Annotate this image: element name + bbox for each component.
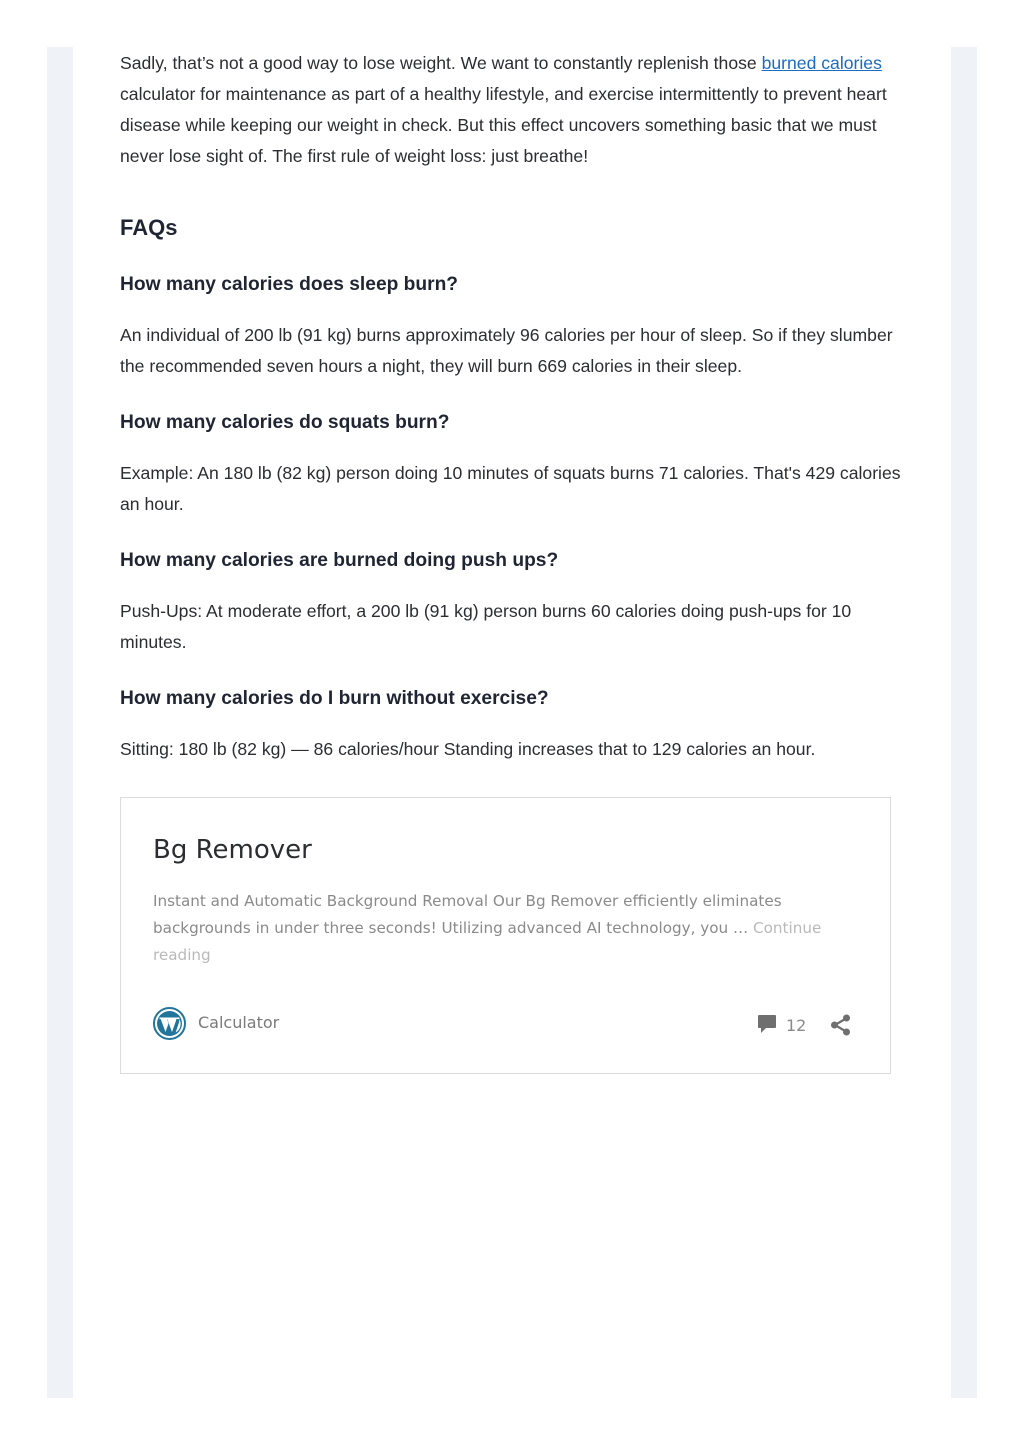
faq-question: How many calories are burned doing push ups? bbox=[120, 550, 559, 571]
related-post-card bbox=[120, 797, 891, 1074]
comment-count[interactable]: 12 bbox=[786, 1016, 807, 1035]
comment-bubble-icon[interactable] bbox=[757, 1014, 777, 1036]
card-title-link[interactable]: Bg Remover bbox=[153, 835, 312, 865]
burned-calories-link[interactable]: burned calories bbox=[761, 53, 882, 73]
faq-item bbox=[120, 271, 910, 382]
faq-item bbox=[120, 685, 910, 765]
faq-answer: Example: An 180 lb (82 kg) person doing 10 minutes of squats burns 71 calories. That's 429 calories an hour. bbox=[120, 463, 901, 514]
intro-paragraph bbox=[120, 48, 910, 172]
continue-reading-link[interactable]: Continue reading bbox=[153, 919, 822, 964]
card-excerpt bbox=[153, 888, 853, 969]
page-margin-right bbox=[951, 47, 977, 1398]
page-margin-left bbox=[47, 47, 73, 1398]
faq-item bbox=[120, 409, 910, 520]
intro-text-before-link: Sadly, that’s not a good way to lose weight. We want to constantly replenish those bbox=[120, 53, 762, 73]
faq-question: How many calories do squats burn? bbox=[120, 412, 450, 433]
faq-answer: Sitting: 180 lb (82 kg) — 86 calories/hour Standing increases that to 129 calories an hour. bbox=[120, 739, 816, 759]
faq-list bbox=[120, 271, 910, 765]
faqs-heading: FAQs bbox=[120, 215, 178, 240]
wordpress-logo-icon[interactable] bbox=[153, 1007, 186, 1040]
card-excerpt-text: Instant and Automatic Background Removal Our Bg Remover efficiently eliminates backgrounds in under three seconds! Utilizing advanced AI technology, you … bbox=[153, 892, 782, 937]
faq-answer: Push-Ups: At moderate effort, a 200 lb (91 kg) person burns 60 calories doing push-ups for 10 minutes. bbox=[120, 601, 852, 652]
author-name-link[interactable]: Calculator bbox=[198, 1013, 280, 1032]
faq-question: How many calories does sleep burn? bbox=[120, 274, 459, 295]
faq-answer: An individual of 200 lb (91 kg) burns approximately 96 calories per hour of sleep. So if they slumber the recommended seven hours a night, they will burn 669 calories in their sleep. bbox=[120, 325, 893, 376]
faq-question: How many calories do I burn without exercise? bbox=[120, 688, 549, 709]
article-content bbox=[120, 48, 910, 792]
share-icon[interactable] bbox=[829, 1013, 853, 1037]
faq-item bbox=[120, 547, 910, 658]
intro-text-after-link: calculator for maintenance as part of a healthy lifestyle, and exercise intermittently to prevent heart disease while keeping our weight in check. But this effect uncovers something basic that we must never lose sight of. The first rule of weight loss: just breathe! bbox=[120, 84, 887, 166]
card-footer bbox=[153, 1006, 855, 1042]
